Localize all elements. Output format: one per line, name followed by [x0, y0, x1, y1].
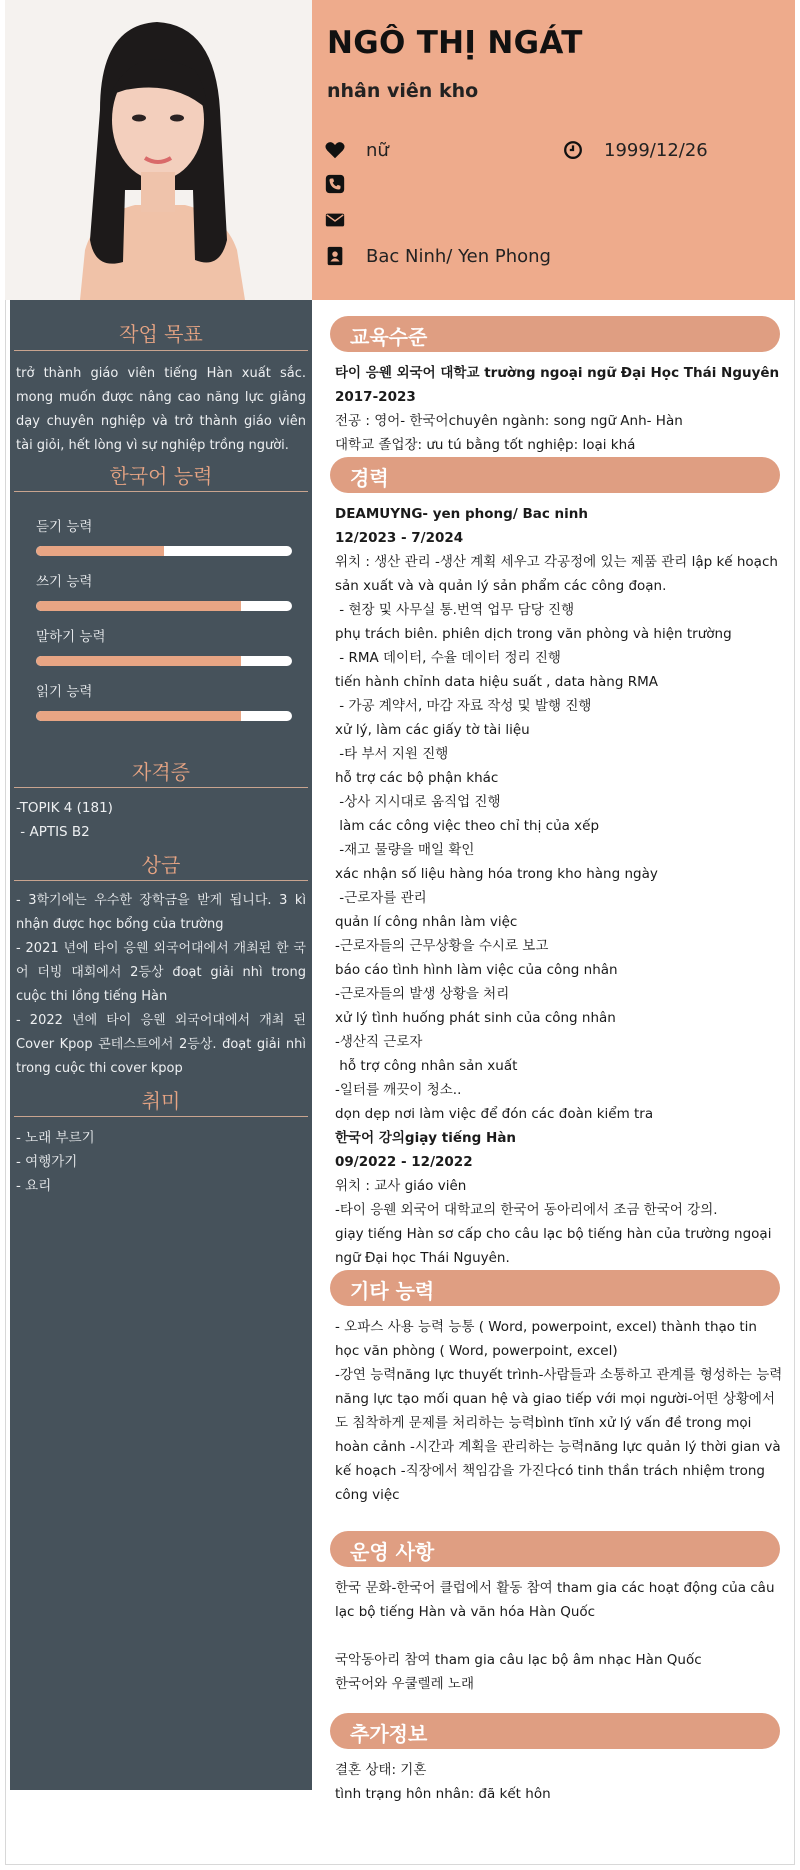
certificates-divider [14, 787, 308, 788]
awards-title: 상금 [141, 853, 181, 877]
skill-bar-writing [36, 601, 292, 611]
skill-bar-fill [36, 711, 241, 721]
job1-line: -생산직 근로자 [335, 1034, 423, 1050]
hobby-item: - 여행가기 [16, 1154, 78, 1170]
job1-line: hỗ trợ công nhân sản xuất [335, 1058, 518, 1074]
certificate-item: - APTIS B2 [16, 824, 90, 840]
address-value: Bac Ninh/ Yen Phong [366, 245, 551, 267]
skill-bar-fill [36, 656, 241, 666]
experience-title: 경력 [350, 466, 389, 490]
marital-status-ko: 결혼 상태: 기혼 [335, 1762, 427, 1778]
envelope-icon [324, 209, 346, 231]
job1-company: DEAMUYNG- yen phong/ Bac ninh [335, 506, 589, 522]
job2-period: 09/2022 - 12/2022 [335, 1154, 473, 1170]
activities-body [335, 1576, 785, 1696]
phone-icon [324, 173, 346, 195]
email-row [324, 209, 366, 231]
candidate-name: NGÔ THỊ NGÁT [327, 25, 583, 61]
objective-divider [14, 350, 308, 351]
activity-item: 국악동아리 참여 tham gia câu lạc bộ âm nhạc Hàn Quốc [335, 1652, 702, 1668]
job1-line: -근로자들의 발생 상황을 처리 [335, 986, 510, 1002]
heart-icon [324, 139, 346, 161]
education-school: 타이 응웬 외국어 대학교 trường ngoại ngữ Đại Học Thái Nguyên [335, 365, 780, 381]
skill-label-speaking: 말하기 능력 [36, 629, 106, 645]
experience-body [335, 502, 785, 1270]
skill-bar-speaking [36, 656, 292, 666]
job1-line: -상사 지시대로 움직업 진행 [335, 794, 501, 810]
marital-status-vi: tình trạng hôn nhân: đã kết hôn [335, 1786, 551, 1802]
awards-text [16, 889, 306, 1081]
hobby-item: - 노래 부르기 [16, 1130, 95, 1146]
job1-line: xử lý tình huống phát sinh của công nhân [335, 1010, 616, 1026]
other-skills-soft: -강연 능력năng lực thuyết trình-사람들과 소통하고 관계를 형성하는 능력năng lực tạo mối quan hệ và giao tiếp với mọi người-어떤 상황에서도 침착하게 문제를 처리하는 능력bình tĩnh xử lý vấn đề trong mọi hoàn cảnh -시간과 계획을 관리하는 능력năng lực quản lý thời gian và kế hoạch -직장에서 책임감을 가진다có tinh thần trách nhiệm trong công việc [335, 1367, 783, 1503]
additional-info-title: 추가정보 [350, 1722, 428, 1746]
awards-divider [14, 880, 308, 881]
activity-item: 한국 문화-한국어 클럽에서 활동 참여 tham gia các hoạt động của câu lạc bộ tiếng Hàn và văn hóa Hàn Quốc [335, 1580, 775, 1620]
clock-icon [562, 139, 584, 161]
skill-label-reading: 읽기 능력 [36, 684, 93, 700]
hobbies-title: 취미 [141, 1089, 181, 1113]
job1-line: phụ trách biên. phiên dịch trong văn phòng và hiện trường [335, 626, 732, 642]
job2-line: 위치 : 교사 giáo viên [335, 1178, 467, 1194]
hobbies-list [16, 1126, 95, 1198]
job-title: nhân viên kho [327, 80, 479, 102]
activities-title: 운영 사항 [350, 1540, 435, 1564]
birthdate-value: 1999/12/26 [604, 139, 708, 161]
certificates-list [16, 796, 113, 844]
skill-bar-fill [36, 546, 164, 556]
address-card-icon [324, 245, 346, 267]
education-body [335, 361, 785, 457]
other-skills-header [330, 1270, 780, 1306]
award-item: - 2022 년에 타이 응웬 외국어대에서 개최 된 Cover Kpop 콘테스트에서 2등상. đoạt giải nhì trong cuộc thi cover kpop [16, 1013, 306, 1076]
other-skills-office: - 오파스 사용 능력 능통 ( Word, powerpoint, excel) thành thạo tin học văn phòng ( Word, powerpoint, excel) [335, 1319, 757, 1359]
phone-row [324, 173, 366, 195]
korean-ability-title: 한국어 능력 [109, 464, 213, 488]
job1-line: làm các công việc theo chỉ thị của xếp [335, 818, 600, 834]
education-grade: 대학교 졸업장: ưu tú bằng tốt nghiệp: loại khá [335, 437, 636, 453]
job1-line: xác nhận số liệu hàng hóa trong kho hàng ngày [335, 866, 658, 882]
skill-label-writing: 쓰기 능력 [36, 574, 93, 590]
hobby-item: - 요리 [16, 1178, 52, 1194]
additional-info-body [335, 1758, 785, 1806]
job1-line: tiến hành chỉnh data hiệu suất , data hàng RMA [335, 674, 658, 690]
job1-line: dọn dẹp nơi làm việc để đón các đoàn kiểm tra [335, 1106, 654, 1122]
job1-line: -일터를 깨끗이 청소.. [335, 1082, 462, 1098]
other-skills-body [335, 1315, 785, 1507]
job2-line: giạy tiếng Hàn sơ cấp cho câu lạc bộ tiếng hàn của trường ngoại ngữ Đại học Thái Nguyên. [335, 1226, 772, 1266]
gender-row [324, 139, 389, 161]
education-title: 교육수준 [350, 325, 428, 349]
birthdate-row [562, 139, 708, 161]
job1-line: - 가공 계약서, 마감 자료 작성 및 발행 진행 [335, 698, 592, 714]
job2-company: 한국어 강의giạy tiếng Hàn [335, 1130, 517, 1146]
skill-bar-fill [36, 601, 241, 611]
hobbies-divider [14, 1116, 308, 1117]
certificate-item: -TOPIK 4 (181) [16, 800, 113, 816]
skill-label-listening: 듣기 능력 [36, 519, 93, 535]
certificates-title: 자격증 [132, 760, 190, 784]
education-major: 전공 : 영어- 한국어chuyên ngành: song ngữ Anh- Hàn [335, 413, 683, 429]
job2-line: -타이 응웬 외국어 대학교의 한국어 동아리에서 조금 한국어 강의. [335, 1202, 718, 1218]
job1-line: quản lí công nhân làm việc [335, 914, 518, 930]
header-panel [312, 0, 795, 300]
job1-line: -근로자를 관리 [335, 890, 427, 906]
objective-title: 작업 목표 [119, 322, 203, 346]
job1-line: báo cáo tình hình làm việc của công nhân [335, 962, 618, 978]
job1-line: hỗ trợ các bộ phận khác [335, 770, 499, 786]
job1-line: 위치 : 생산 관리 -생산 계획 세우고 각공정에 있는 제품 관리 lập kế hoạch sản xuất và và quản lý sản phẩm các công đoạn. [335, 554, 778, 594]
objective-text: trở thành giáo viên tiếng Hàn xuất sắc. mong muốn được nâng cao năng lực giảng dạy chuyên nghiệp và trở thành giáo viên tài giỏi, hết lòng vì sự nghiệp trồng người. [16, 366, 306, 453]
job1-line: -타 부서 지원 진행 [335, 746, 449, 762]
activities-header [330, 1531, 780, 1567]
korean-ability-divider [14, 491, 308, 492]
skill-bar-reading [36, 711, 292, 721]
education-years: 2017-2023 [335, 389, 416, 405]
additional-info-header [330, 1713, 780, 1749]
award-item: - 2021 년에 타이 응웬 외국어대에서 개최된 한 국어 더빙 대회에서 2등상 đoạt giải nhì trong cuộc thi lồng tiếng Hàn [16, 941, 306, 1004]
profile-photo [5, 0, 312, 300]
skill-bar-listening [36, 546, 292, 556]
job1-period: 12/2023 - 7/2024 [335, 530, 464, 546]
other-skills-title: 기타 능력 [350, 1279, 435, 1303]
education-header [330, 316, 780, 352]
address-row [324, 245, 551, 267]
job1-line: - 현장 및 사무실 통.번역 업무 담당 진행 [335, 602, 575, 618]
sidebar [10, 300, 312, 1790]
job1-line: - RMA 데이터, 수율 데이터 정리 진행 [335, 650, 561, 666]
job1-line: xử lý, làm các giấy tờ tài liệu [335, 722, 530, 738]
gender-value: nữ [366, 139, 389, 161]
experience-header [330, 457, 780, 493]
job1-line: -근로자들의 근무상황을 수시로 보고 [335, 938, 549, 954]
job1-line: -재고 물량을 매일 확인 [335, 842, 475, 858]
award-item: - 3학기에는 우수한 장학금을 받게 됩니다. 3 kì nhận được học bổng của trường [16, 893, 306, 932]
activity-item: 한국어와 우쿨렐레 노래 [335, 1676, 474, 1692]
